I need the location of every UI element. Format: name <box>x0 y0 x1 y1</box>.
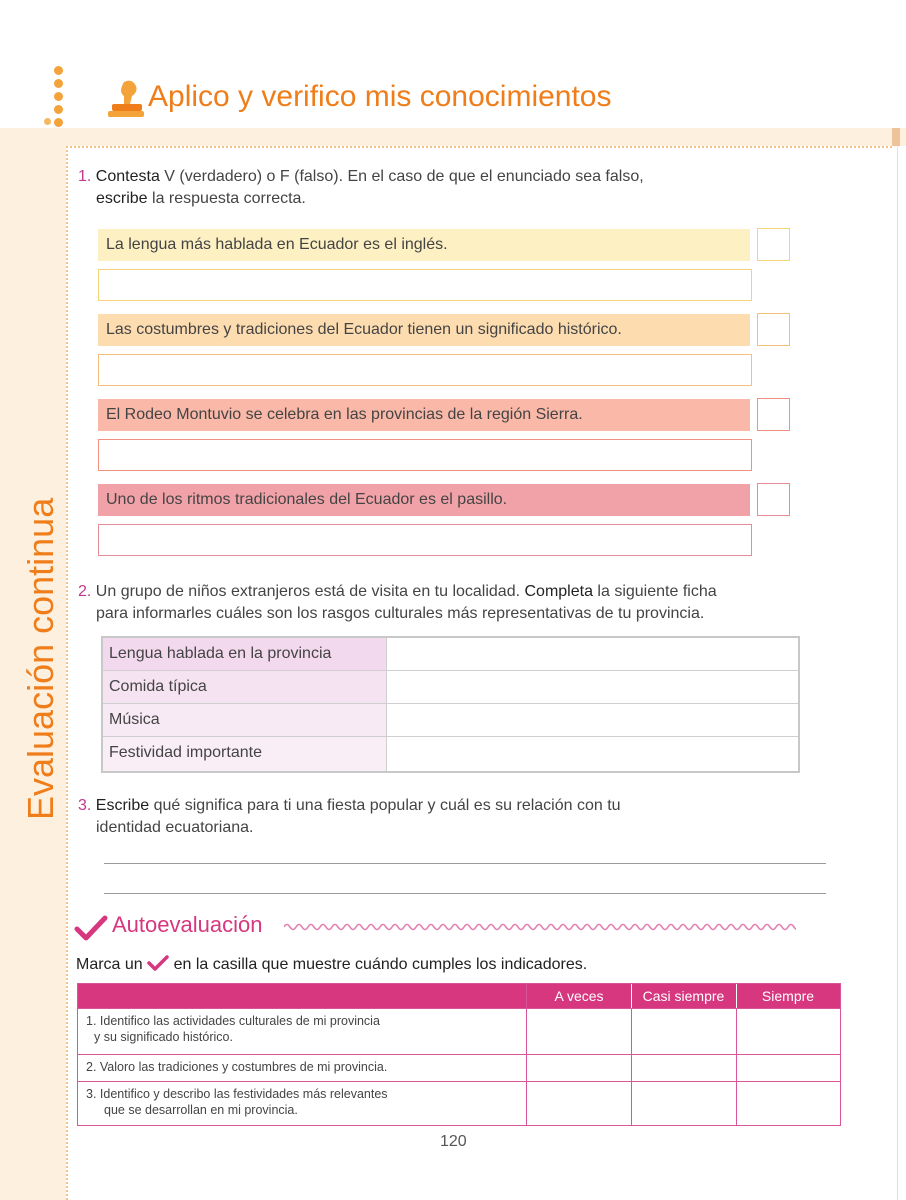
statement-4: Uno de los ritmos tradicionales del Ecuador es el pasillo. <box>98 484 750 516</box>
question-1-number: 1. <box>78 168 92 185</box>
culture-form-table <box>101 636 800 773</box>
question-1-text: 1. Contesta V (verdadero) o F (falso). En el caso de que el enunciado sea falso, escribe la respuesta correcta. <box>78 168 644 207</box>
checkbox-siempre[interactable] <box>737 1009 840 1053</box>
table-row <box>78 1054 840 1081</box>
checkbox-a-veces[interactable] <box>527 1055 631 1081</box>
checkbox-a-veces[interactable] <box>527 1082 631 1125</box>
row-answer-cell[interactable] <box>388 704 798 736</box>
statement-1: La lengua más hablada en Ecuador es el inglés. <box>98 229 750 261</box>
vf-box-2[interactable] <box>757 313 790 346</box>
checkbox-a-veces[interactable] <box>527 1009 631 1053</box>
self-assessment-table <box>77 983 841 1126</box>
question-3-text: 3. Escribe qué significa para ti una fiesta popular y cuál es su relación con tu identidad ecuatoriana. <box>78 797 621 836</box>
checkmark-icon <box>147 955 169 971</box>
question-3-verb: Escribe <box>95 797 150 814</box>
page-title: Aplico y verifico mis conocimientos <box>148 80 612 113</box>
row-label: Música <box>103 704 387 736</box>
decorative-dots <box>52 66 68 128</box>
question-1-verb: Contesta <box>95 168 160 185</box>
checkbox-casi-siempre[interactable] <box>632 1009 736 1053</box>
statement-2: Las costumbres y tradiciones del Ecuador tienen un significado histórico. <box>98 314 750 346</box>
checkbox-casi-siempre[interactable] <box>632 1082 736 1125</box>
checkbox-casi-siempre[interactable] <box>632 1055 736 1081</box>
table-row <box>103 671 798 704</box>
row-answer-cell[interactable] <box>388 737 798 770</box>
page-number: 120 <box>440 1133 467 1150</box>
wavy-divider <box>284 920 796 934</box>
question-2-verb: Completa <box>524 583 593 600</box>
table-header <box>78 984 840 1008</box>
table-row <box>103 638 798 671</box>
indicator-1: 1. Identifico las actividades culturales de mi provincia y su significado histórico. <box>86 1014 380 1044</box>
column-header-casi-siempre: Casi siempre <box>642 988 725 1004</box>
question-3-number: 3. <box>78 797 92 814</box>
column-header-a-veces: A veces <box>554 988 604 1004</box>
answer-field-2[interactable] <box>98 354 752 386</box>
left-band-border <box>66 146 68 1200</box>
table-row <box>78 1008 840 1054</box>
row-label: Comida típica <box>103 671 387 703</box>
row-label: Festividad importante <box>103 737 387 771</box>
table-row <box>103 704 798 737</box>
writing-line-1[interactable] <box>104 863 826 864</box>
stamp-icon <box>104 78 146 122</box>
indicator-2: 2. Valoro las tradiciones y costumbres de mi provincia. <box>86 1060 388 1074</box>
question-2-number: 2. <box>78 583 92 600</box>
checkbox-siempre[interactable] <box>737 1055 840 1081</box>
statement-3: El Rodeo Montuvio se celebra en las provincias de la región Sierra. <box>98 399 750 431</box>
top-dotted-line <box>66 146 892 148</box>
table-row <box>103 737 798 771</box>
writing-line-2[interactable] <box>104 893 826 894</box>
right-edge-line <box>897 146 898 1200</box>
checkbox-siempre[interactable] <box>737 1082 840 1125</box>
row-label: Lengua hablada en la provincia <box>103 638 387 670</box>
side-section-label: Evaluación continua <box>20 497 61 820</box>
answer-field-4[interactable] <box>98 524 752 556</box>
self-assessment-title: Autoevaluación <box>112 912 263 937</box>
table-row <box>78 1081 840 1125</box>
row-answer-cell[interactable] <box>388 638 798 670</box>
indicator-3: 3. Identifico y describo las festividades más relevantes que se desarrollan en mi provincia. <box>86 1087 388 1117</box>
vf-box-3[interactable] <box>757 398 790 431</box>
self-assessment-instruction: Marca un en la casilla que muestre cuándo cumples los indicadores. <box>76 956 588 973</box>
column-header-siempre: Siempre <box>761 988 815 1004</box>
question-2-text: 2. Un grupo de niños extranjeros está de visita en tu localidad. Completa la siguiente ficha para informarles cuáles son los rasgos culturales más representativas de tu provincia. <box>78 583 717 622</box>
vf-box-4[interactable] <box>757 483 790 516</box>
answer-field-3[interactable] <box>98 439 752 471</box>
right-edge-tab <box>892 128 900 146</box>
checkmark-icon <box>74 914 108 942</box>
top-band <box>0 128 906 146</box>
vf-box-1[interactable] <box>757 228 790 261</box>
answer-field-1[interactable] <box>98 269 752 301</box>
row-answer-cell[interactable] <box>388 671 798 703</box>
